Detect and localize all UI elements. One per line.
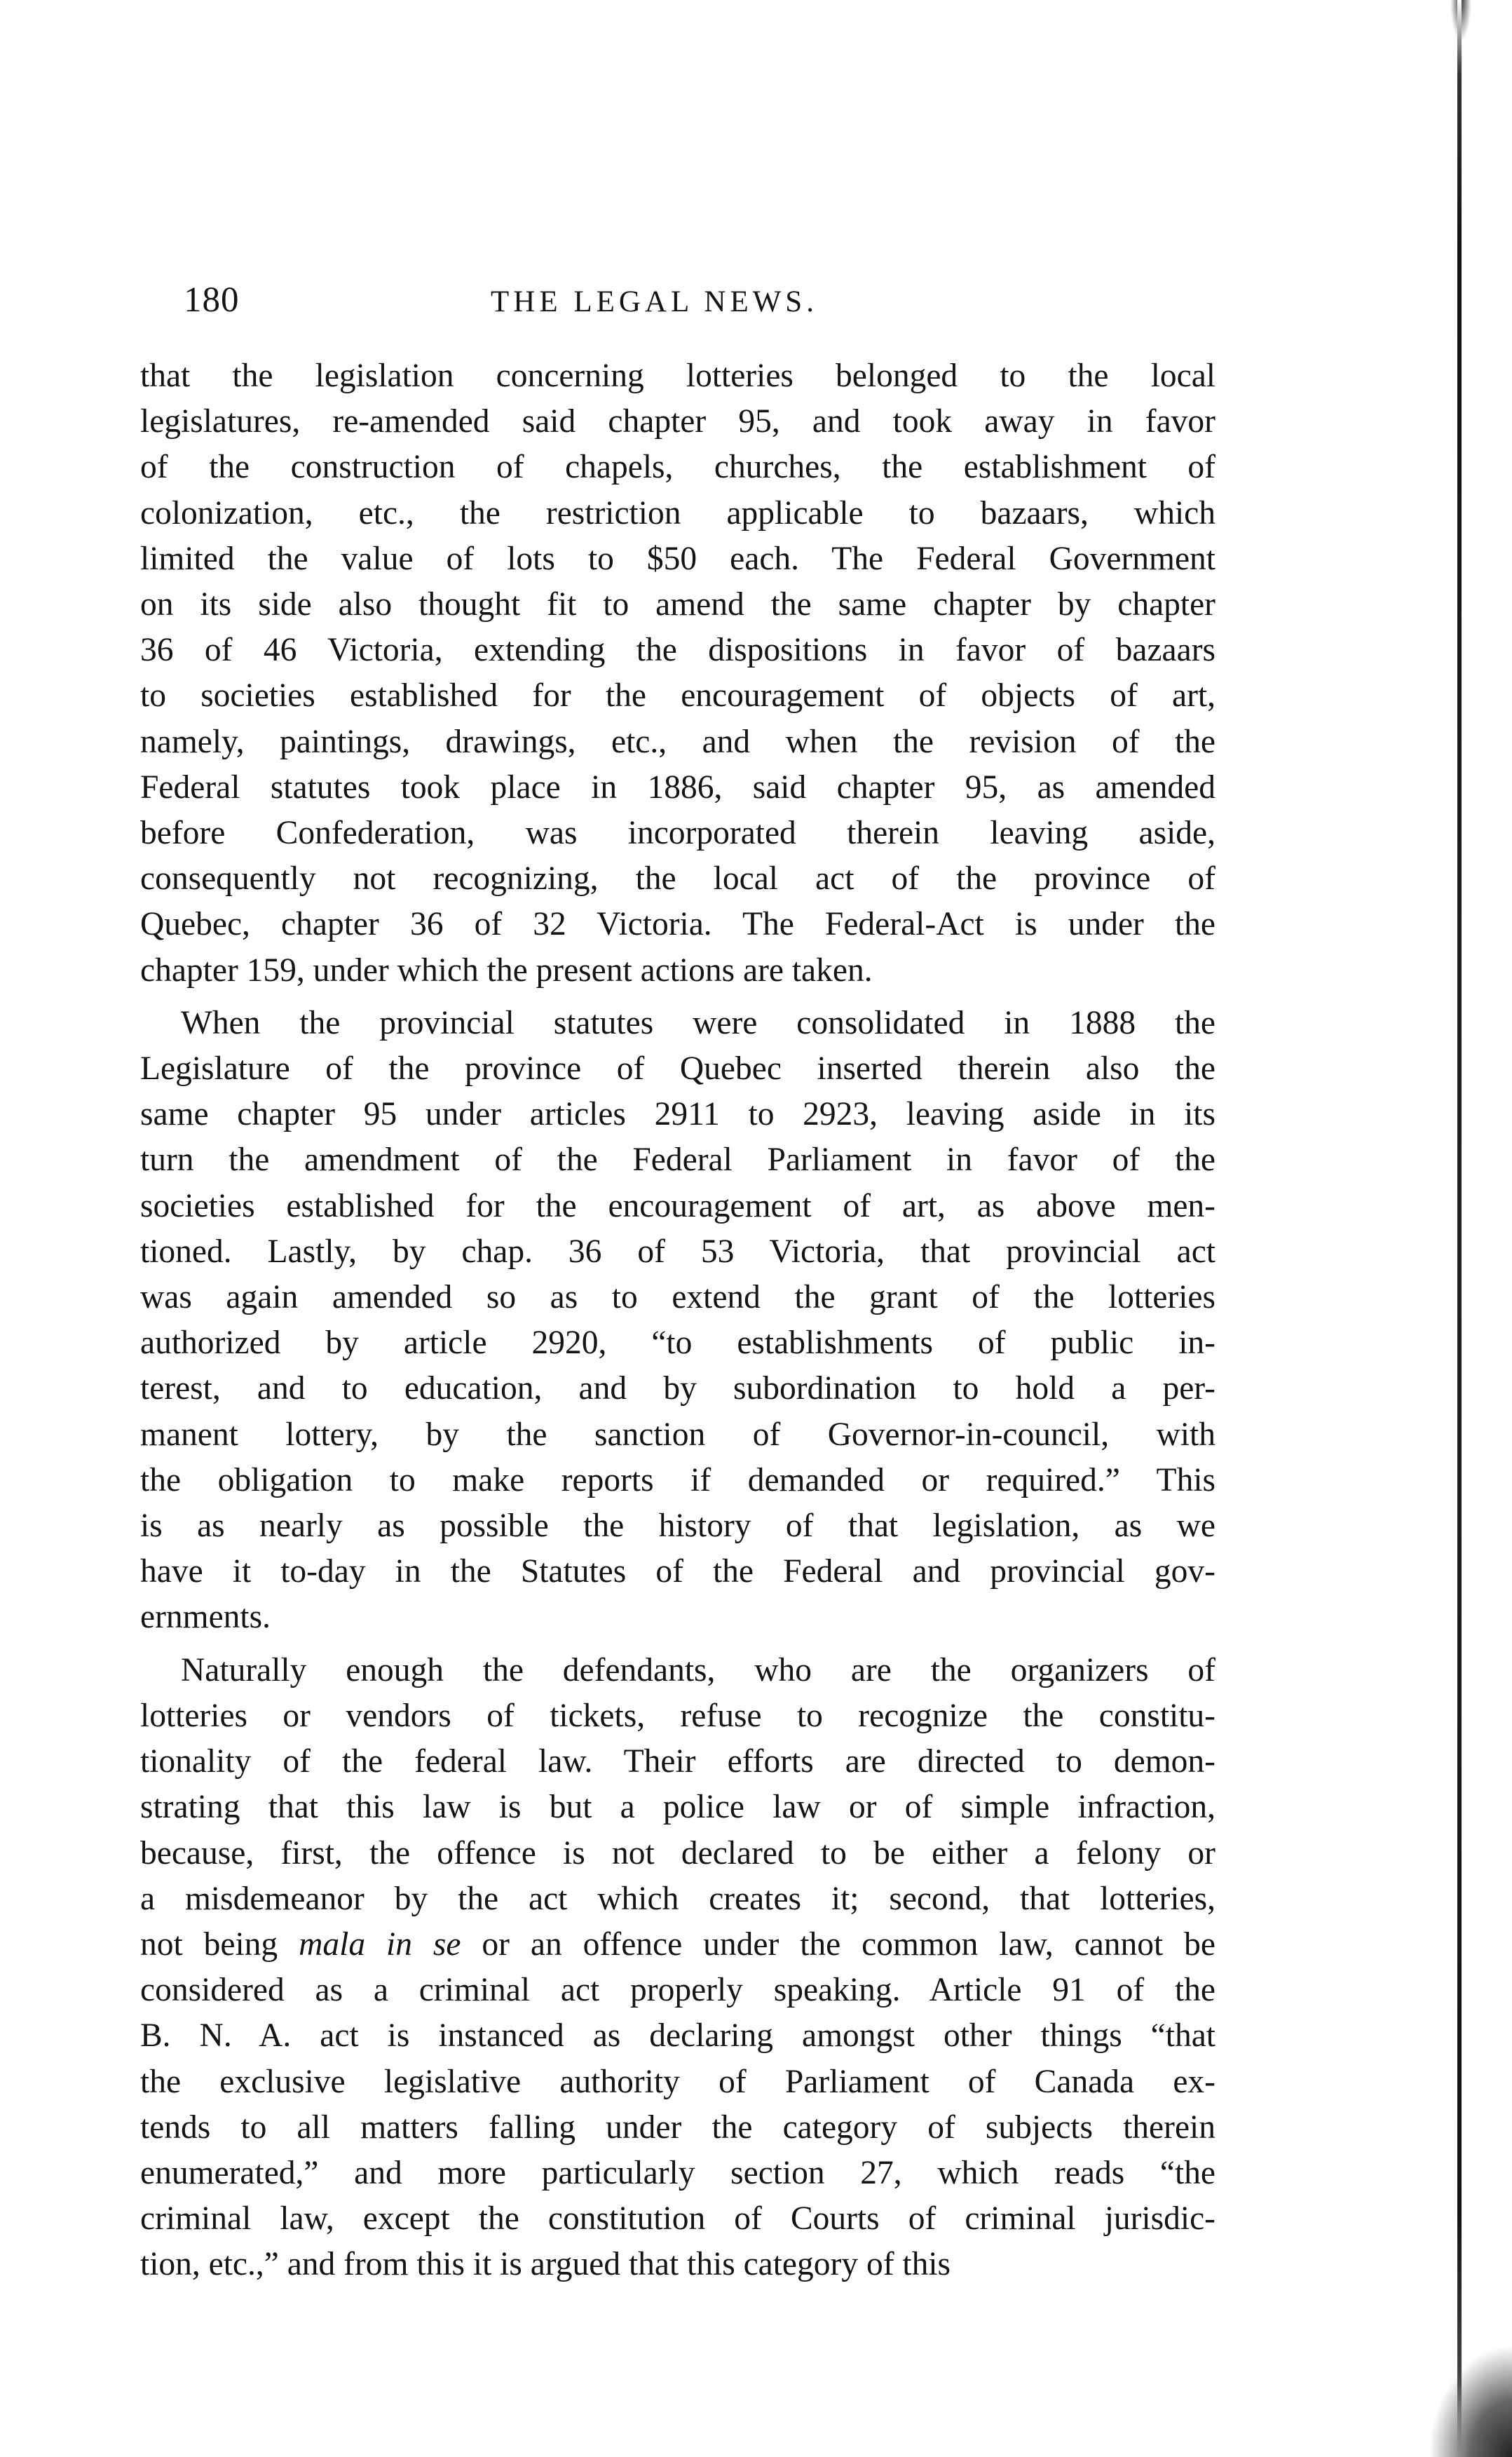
running-head: THE LEGAL NEWS. <box>491 285 818 318</box>
italic-phrase: mala in se <box>299 1925 461 1963</box>
text-line: to societies established for the encouragement of objects of art, <box>140 677 1215 715</box>
text-line: Naturally enough the defendants, who are the organizers of <box>181 1651 1215 1688</box>
text-line: namely, paintings, drawings, etc., and when the revision of the <box>140 723 1215 760</box>
text-line: tionality of the federal law. Their efforts are directed to demon- <box>140 1743 1215 1780</box>
text-line: tion, etc.,” and from this it is argued that this category of this <box>140 2246 951 2283</box>
paragraph <box>140 1001 1215 1641</box>
text-line: have it to-day in the Statutes of the Federal and provincial gov- <box>140 1553 1215 1590</box>
page-edge-rule <box>1457 0 1462 2457</box>
text-line: was again amended so as to extend the grant of the lotteries <box>140 1279 1215 1316</box>
text-line: societies established for the encouragement of art, as above men- <box>140 1187 1215 1224</box>
text-line: tioned. Lastly, by chap. 36 of 53 Victoria, that provincial act <box>140 1233 1215 1270</box>
text-line: ernments. <box>140 1599 271 1636</box>
text-line: lotteries or vendors of tickets, refuse to recognize the constitu- <box>140 1697 1215 1734</box>
text-line: manent lottery, by the sanction of Governor-in-council, with <box>140 1416 1215 1453</box>
text-line: on its side also thought fit to amend the same chapter by chapter <box>140 586 1215 623</box>
text-line: consequently not recognizing, the local act of the province of <box>140 860 1215 898</box>
text-line: colonization, etc., the restriction applicable to bazaars, which <box>140 494 1215 532</box>
text-line: 36 of 46 Victoria, extending the dispositions in favor of bazaars <box>140 632 1215 669</box>
text-line: strating that this law is but a police law or of simple infraction, <box>140 1789 1215 1826</box>
paragraph-gap <box>140 1641 1215 1648</box>
text-line: tends to all matters falling under the category of subjects therein <box>140 2109 1215 2146</box>
text-line: Federal statutes took place in 1886, said chapter 95, as amended <box>140 769 1215 806</box>
text-line: is as nearly as possible the history of that legislation, as we <box>140 1508 1215 1545</box>
text-line: of the construction of chapels, churches, the establishment of <box>140 449 1215 486</box>
text-line: a misdemeanor by the act which creates it; second, that lotteries, <box>140 1880 1215 1917</box>
text-line: B. N. A. act is instanced as declaring amongst other things “that <box>140 2017 1215 2055</box>
text-line: turn the amendment of the Federal Parliament in favor of the <box>140 1142 1215 1179</box>
text-line: enumerated,” and more particularly section 27, which reads “the <box>140 2154 1215 2191</box>
paragraph <box>140 1648 1215 2288</box>
page-edge-shadow-bottom <box>1428 2345 1512 2457</box>
text-line: terest, and to education, and by subordination to hold a per- <box>140 1370 1215 1407</box>
text-line: that the legislation concerning lotteries belonged to the local <box>140 358 1215 394</box>
paragraph-gap <box>140 994 1215 1001</box>
text-line: chapter 159, under which the present actions are taken. <box>140 952 873 989</box>
text-line: legislatures, re-amended said chapter 95, and took away in favor <box>140 403 1215 440</box>
text-line: criminal law, except the constitution of Courts of criminal jurisdic- <box>140 2200 1215 2238</box>
text-line: same chapter 95 under articles 2911 to 2923, leaving aside in its <box>140 1096 1215 1133</box>
text-line: authorized by article 2920, “to establishments of public in- <box>140 1325 1215 1362</box>
text-line: because, first, the offence is not declared to be either a felony or <box>140 1834 1215 1871</box>
paragraph <box>140 353 1215 994</box>
text-column <box>140 353 1215 2288</box>
text-line: Quebec, chapter 36 of 32 Victoria. The Federal-Act is under the <box>140 906 1215 943</box>
text-line: Legislature of the province of Quebec inserted therein also the <box>140 1050 1215 1088</box>
text-line: the exclusive legislative authority of Parliament of Canada ex- <box>140 2063 1215 2100</box>
text-line: considered as a criminal act properly speaking. Article 91 of the <box>140 1972 1215 2009</box>
text-line: When the provincial statutes were consolidated in 1888 the <box>181 1004 1215 1041</box>
text-line: not being mala in se or an offence under the common law, cannot be <box>140 1925 1216 1963</box>
text-line: before Confederation, was incorporated therein leaving aside, <box>140 815 1215 852</box>
text-line: the obligation to make reports if demanded or required.” This <box>140 1461 1215 1498</box>
page-number: 180 <box>184 280 240 320</box>
text-line: limited the value of lots to $50 each. The Federal Government <box>140 540 1215 577</box>
